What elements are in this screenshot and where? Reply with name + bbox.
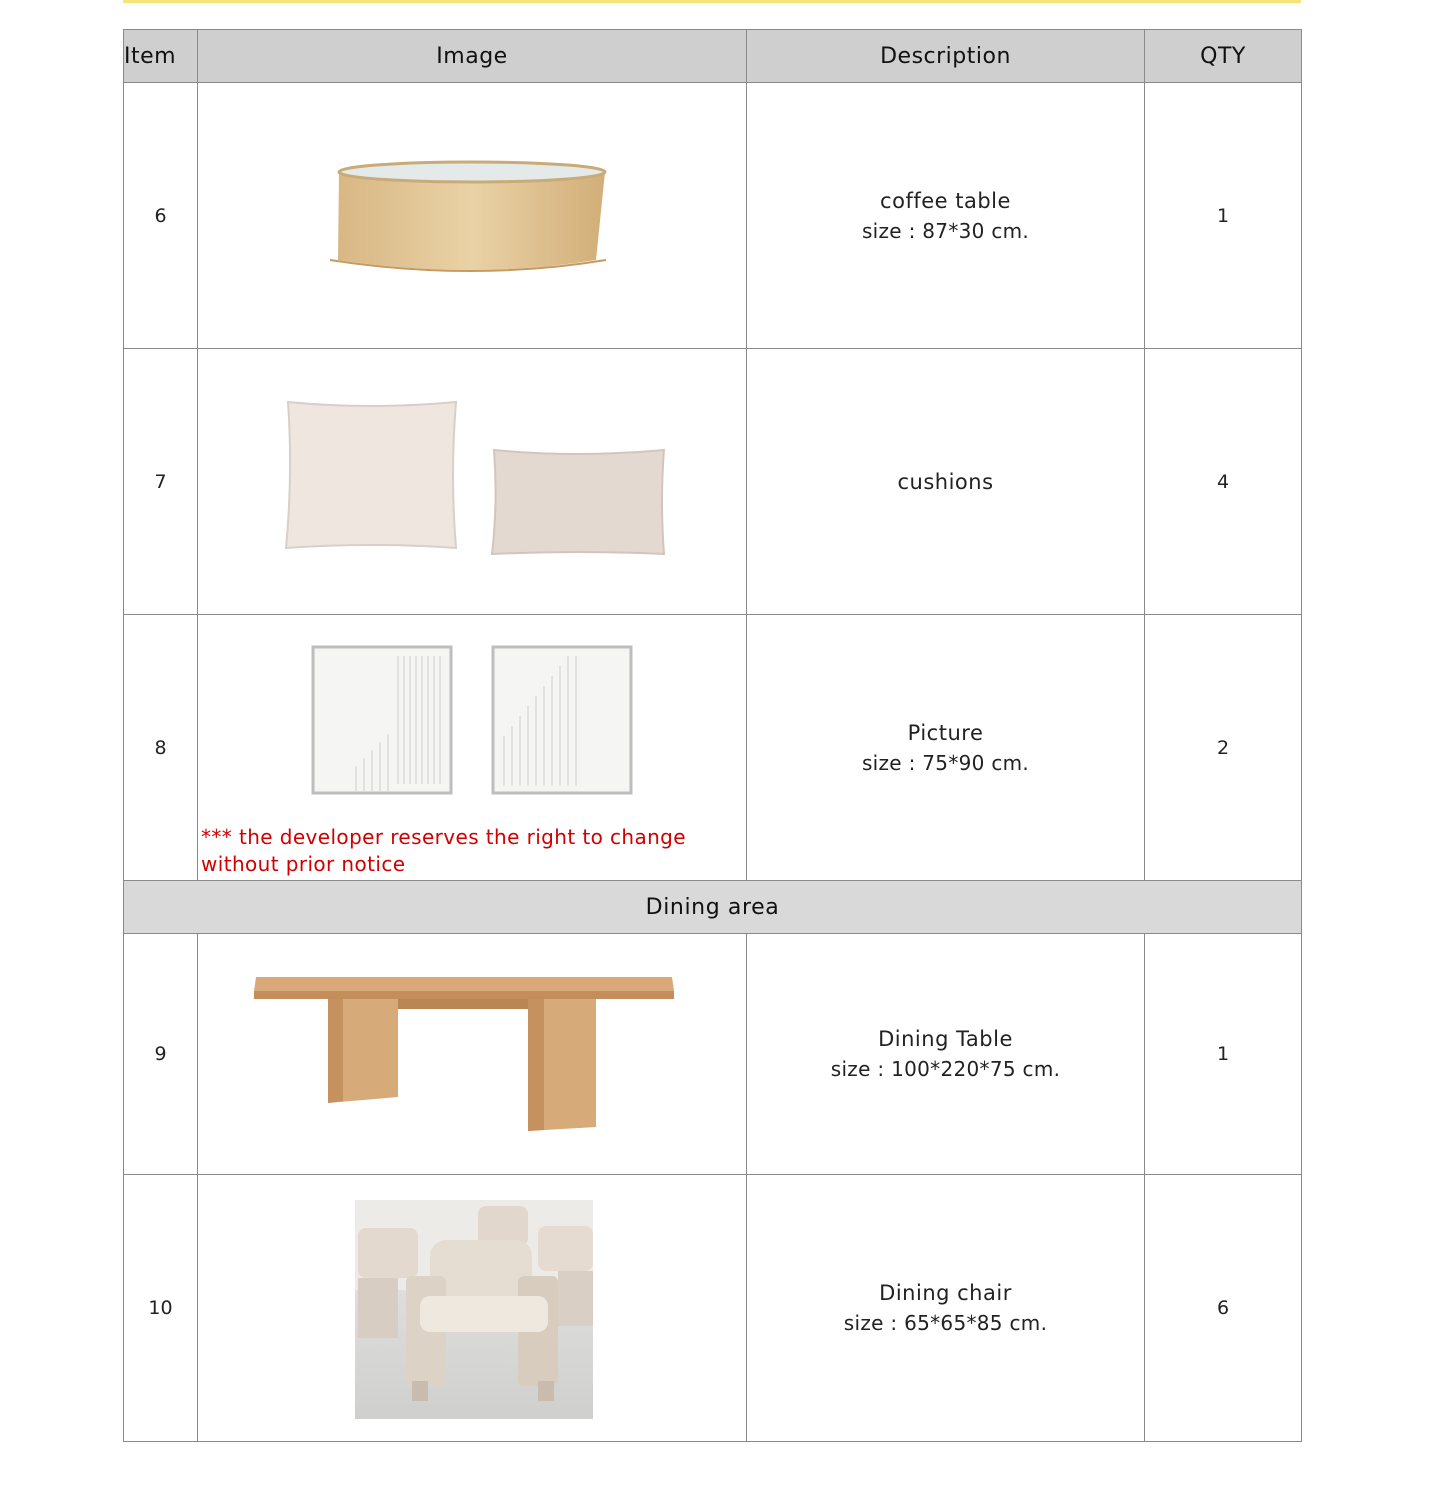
table-row — [124, 934, 1302, 1175]
item-name: coffee table — [880, 188, 1011, 213]
header-image: Image — [198, 30, 747, 83]
item-name: Picture — [907, 720, 984, 745]
top-accent-line — [123, 0, 1301, 3]
header-item: Item — [124, 30, 198, 83]
item-name: cushions — [897, 469, 994, 494]
note-line-1: *** the developer reserves the right to change — [201, 824, 686, 849]
item-number: 7 — [124, 349, 198, 615]
note-line-2: without prior notice — [201, 851, 406, 876]
disclaimer-note — [201, 824, 686, 878]
item-image-cell — [198, 349, 747, 615]
item-image-cell — [198, 615, 747, 881]
item-qty: 4 — [1145, 349, 1302, 615]
furniture-table — [123, 29, 1302, 1442]
item-qty: 2 — [1145, 615, 1302, 881]
table-row — [124, 83, 1302, 349]
coffee-table-image — [198, 84, 747, 348]
item-size: size : 87*30 cm. — [861, 218, 1030, 243]
header-description: Description — [747, 30, 1145, 83]
table-row — [124, 1175, 1302, 1442]
item-qty: 6 — [1145, 1175, 1302, 1442]
dining-chair-image — [198, 1176, 747, 1441]
item-description — [747, 349, 1145, 615]
section-row — [124, 881, 1302, 934]
item-description — [747, 615, 1145, 881]
item-number: 8 — [124, 615, 198, 881]
item-description — [747, 1175, 1145, 1442]
item-qty: 1 — [1145, 934, 1302, 1175]
item-name: Dining chair — [879, 1281, 1012, 1305]
item-image-cell — [198, 1175, 747, 1442]
item-description — [747, 83, 1145, 349]
table-header-row — [124, 30, 1302, 83]
dining-table-image — [198, 935, 747, 1174]
item-qty: 1 — [1145, 83, 1302, 349]
item-number: 9 — [124, 934, 198, 1175]
item-description — [747, 934, 1145, 1175]
item-image-cell — [198, 934, 747, 1175]
item-size: size : 75*90 cm. — [861, 750, 1030, 775]
cushions-image — [198, 350, 747, 614]
item-number: 6 — [124, 83, 198, 349]
item-image-cell — [198, 83, 747, 349]
item-number: 10 — [124, 1175, 198, 1442]
item-size: size : 100*220*75 cm. — [830, 1057, 1061, 1081]
item-size: size : 65*65*85 cm. — [843, 1311, 1048, 1335]
table-row — [124, 349, 1302, 615]
section-title: Dining area — [124, 881, 1302, 934]
table-row — [124, 615, 1302, 881]
item-name: Dining Table — [878, 1027, 1013, 1051]
header-qty: QTY — [1145, 30, 1302, 83]
